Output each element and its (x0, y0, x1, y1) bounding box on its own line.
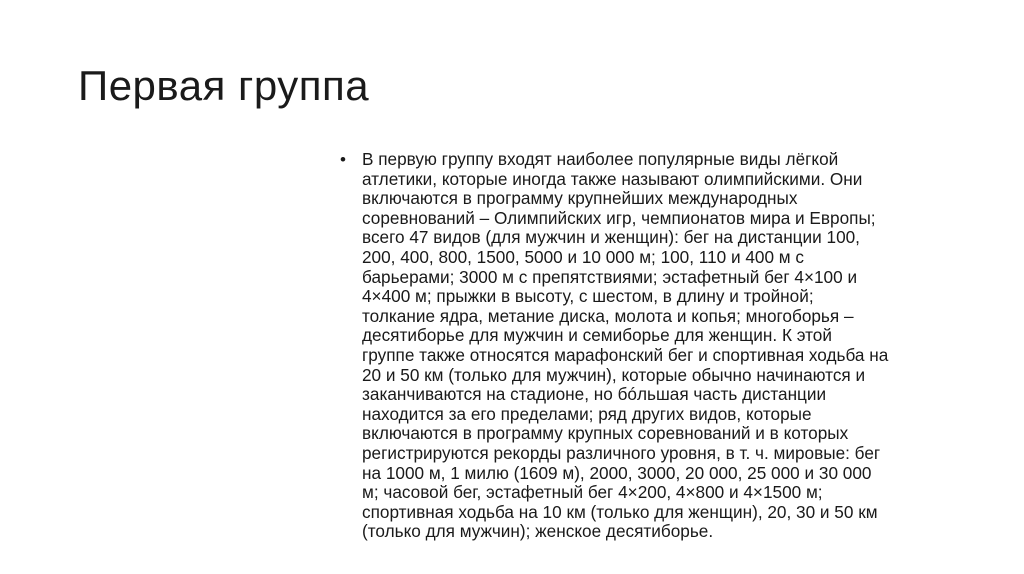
slide-content (340, 150, 1016, 542)
paragraph-line: соревнований – Олимпийских игр, чемпионатов мира и Европы; (362, 207, 876, 228)
paragraph-line: регистрируются рекорды различного уровня, в т. ч. мировые: бег (362, 442, 881, 463)
paragraph-line: 200, 400, 800, 1500, 5000 и 10 000 м; 100, 110 и 400 м с (362, 246, 804, 267)
paragraph-line: 20 и 50 км (только для мужчин), которые обычно начинаются и (362, 364, 866, 385)
paragraph-line: м; часовой бег, эстафетный бег 4×200, 4×800 и 4×1500 м; (362, 482, 823, 503)
slide-title: Первая группа (78, 62, 370, 109)
bullet-item (340, 150, 1016, 542)
paragraph-line: всего 47 видов (для мужчин и женщин): бег на дистанции 100, (362, 227, 860, 248)
paragraph-line: группе также относятся марафонский бег и спортивная ходьба на (362, 344, 889, 365)
paragraph-line: атлетики, которые иногда также называют олимпийскими. Они (362, 168, 863, 189)
paragraph-line: заканчиваются на стадионе, но бóльшая часть дистанции (362, 384, 827, 405)
paragraph-line: на 1000 м, 1 милю (1609 м), 2000, 3000, 20 000, 25 000 и 30 000 (362, 462, 872, 483)
paragraph-line: барьерами; 3000 м с препятствиями; эстафетный бег 4×100 и (362, 266, 858, 287)
paragraph-line: В первую группу входят наиболее популярные виды лёгкой (362, 149, 839, 169)
bullet-icon: • (340, 150, 346, 169)
paragraph-line: находится за его пределами; ряд других видов, которые (362, 403, 812, 424)
paragraph-line: десятиборье для мужчин и семиборье для женщин. К этой (362, 325, 832, 346)
paragraph-line: спортивная ходьба на 10 км (только для женщин), 20, 30 и 50 км (362, 501, 878, 522)
paragraph-line: (только для мужчин); женское десятиборье. (362, 521, 714, 542)
paragraph-line: включаются в программу крупных соревнований и в которых (362, 423, 849, 444)
paragraph-line: включаются в программу крупнейших международных (362, 188, 798, 209)
paragraph-line: 4×400 м; прыжки в высоту, с шестом, в длину и тройной; (362, 286, 814, 307)
paragraph-line: толкание ядра, метание диска, молота и копья; многоборья – (362, 305, 854, 326)
